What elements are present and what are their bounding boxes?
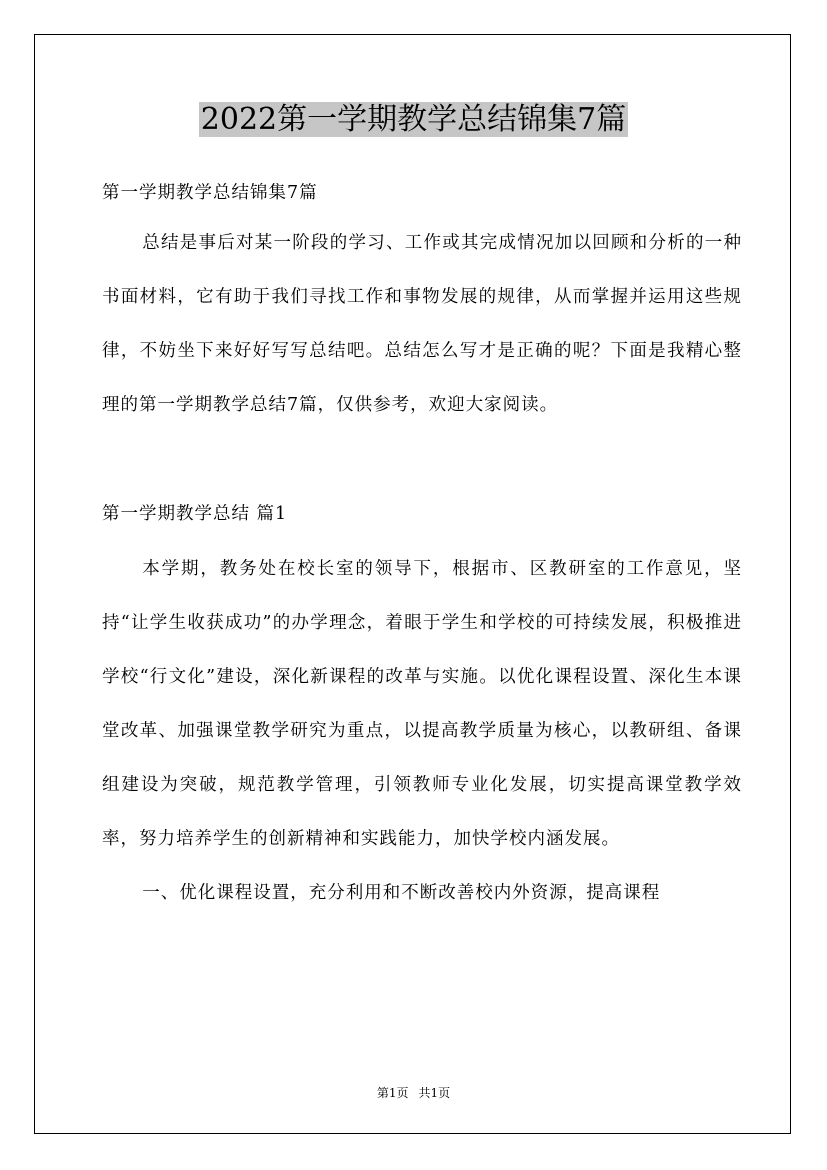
item-one-paragraph: 一、优化课程设置，充分利用和不断改善校内外资源，提高课程 [142, 883, 661, 903]
intro-paragraph: 总结是事后对某一阶段的学习、工作或其完成情况加以回顾和分析的一种书面材料，它有助于我们寻找工作和事物发展的规律，从而掌握并运用这些规律，不妨坐下来好好写写总结吧。总结怎么写才是正确的呢？下面是我精心整理的第一学期教学总结7篇，仅供参考，欢迎大家阅读。 [102, 233, 742, 415]
page-footer [0, 1084, 827, 1101]
page-number: 第1页 [376, 1086, 409, 1100]
total-pages: 共1页 [418, 1086, 451, 1100]
document-body [102, 170, 742, 920]
document-title: 2022第一学期教学总结锦集7篇 [200, 102, 627, 137]
document-subtitle: 第一学期教学总结锦集7篇 [102, 183, 318, 203]
document-title-container [0, 98, 827, 142]
section-paragraph: 本学期，教务处在校长室的领导下，根据市、区教研室的工作意见，坚持“让学生收获成功”的办学理念，着眼于学生和学校的可持续发展，积极推进学校“行文化”建设，深化新课程的改革与实施。以优化课程设置、深化生本课堂改革、加强课堂教学研究为重点，以提高教学质量为核心，以教研组、备课组建设为突破，规范教学管理，引领教师专业化发展，切实提高课堂教学效率，努力培养学生的创新精神和实践能力，加快学校内涵发展。 [102, 559, 742, 849]
section-heading: 第一学期教学总结 篇1 [102, 504, 288, 524]
